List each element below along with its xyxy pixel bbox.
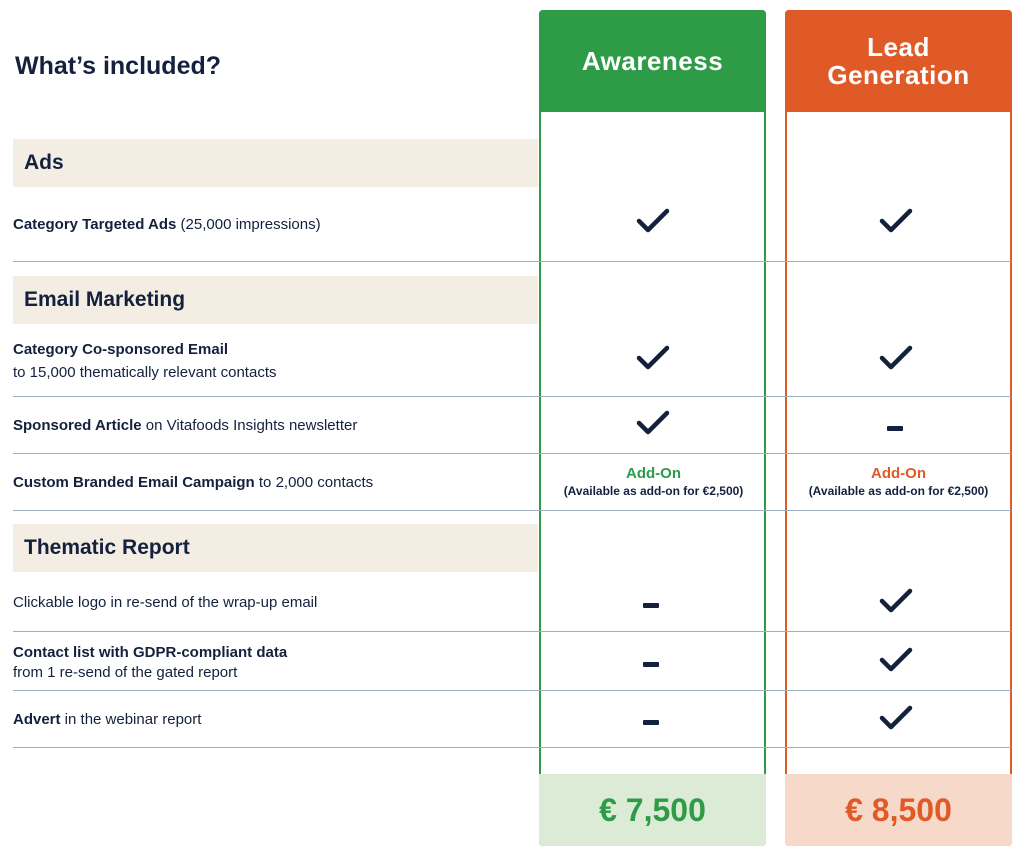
checkmark-icon xyxy=(633,409,673,437)
checkmark-icon xyxy=(876,704,916,732)
row-divider xyxy=(13,690,1011,691)
dash-icon xyxy=(643,720,659,725)
row-divider xyxy=(13,510,1011,511)
addon-label: Add-On xyxy=(626,465,681,482)
row-label-rest: Clickable logo in re-send of the wrap-up email xyxy=(13,594,318,611)
checkmark-icon xyxy=(876,344,916,372)
row-label-category-targeted-ads xyxy=(13,215,533,235)
row-label-bold: Category Co-sponsored Email xyxy=(13,341,229,358)
dash-icon xyxy=(643,662,659,667)
row-label-bold: Category Targeted Ads xyxy=(13,216,177,233)
row-label-bold: Custom Branded Email Campaign xyxy=(13,474,255,491)
dash-icon xyxy=(887,426,903,431)
section-header-thematic-report: Thematic Report xyxy=(13,524,538,572)
row-label-sponsored-article xyxy=(13,416,533,436)
addon-note: (Available as add-on for €2,500) xyxy=(808,484,989,498)
section-header-email-marketing: Email Marketing xyxy=(13,276,538,324)
addon-badge-lead-generation xyxy=(786,465,1011,499)
row-label-rest: to 2,000 contacts xyxy=(254,474,374,491)
row-label-bold: Advert xyxy=(13,711,61,728)
row-label-bold: Contact list with GDPR-compliant data xyxy=(13,644,288,661)
checkmark-icon xyxy=(876,207,916,235)
row-label-clickable-logo xyxy=(13,593,533,613)
row-label-contact-list xyxy=(13,643,533,683)
plan-header-lead-generation xyxy=(785,10,1012,112)
row-divider xyxy=(13,631,1011,632)
checkmark-icon xyxy=(633,207,673,235)
plan-header-awareness: Awareness xyxy=(539,10,766,112)
plan-header-line1: Lead xyxy=(867,32,930,62)
row-label-rest: on Vitafoods Insights newsletter xyxy=(141,417,358,434)
row-label-rest: in the webinar report xyxy=(60,711,202,728)
page-title: What’s included? xyxy=(15,52,222,80)
checkmark-icon xyxy=(876,646,916,674)
row-divider xyxy=(13,261,1011,262)
price-awareness: € 7,500 xyxy=(539,774,766,846)
addon-badge-awareness xyxy=(541,465,766,499)
checkmark-icon xyxy=(876,587,916,615)
addon-label: Add-On xyxy=(871,465,926,482)
dash-icon xyxy=(643,603,659,608)
row-divider xyxy=(13,747,1011,748)
row-label-co-sponsored-email xyxy=(13,340,533,383)
section-header-ads: Ads xyxy=(13,139,538,187)
row-label-custom-branded-email xyxy=(13,473,533,493)
checkmark-icon xyxy=(633,344,673,372)
row-label-rest: from 1 re-send of the gated report xyxy=(13,664,238,681)
row-divider xyxy=(13,396,1011,397)
row-label-bold: Sponsored Article xyxy=(13,417,142,434)
addon-note: (Available as add-on for €2,500) xyxy=(563,484,744,498)
row-label-rest: (25,000 impressions) xyxy=(176,216,321,233)
row-divider xyxy=(13,453,1011,454)
price-lead-generation: € 8,500 xyxy=(785,774,1012,846)
row-label-advert xyxy=(13,710,533,730)
row-label-rest: to 15,000 thematically relevant contacts xyxy=(13,364,277,381)
plan-header-line2: Generation xyxy=(827,60,970,90)
